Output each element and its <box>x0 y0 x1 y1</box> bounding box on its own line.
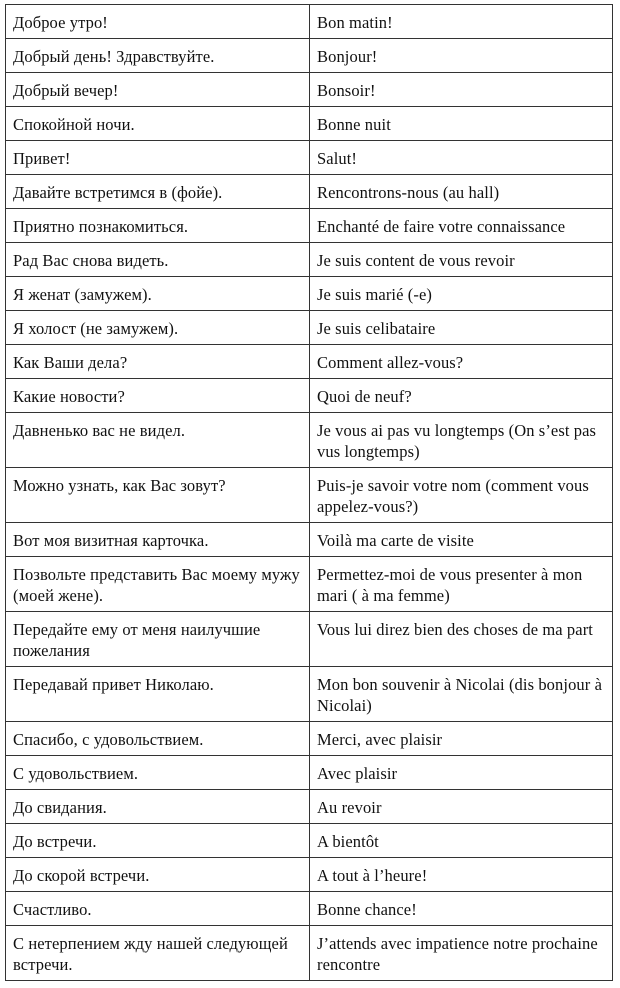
french-phrase: A tout à l’heure! <box>310 858 613 892</box>
russian-phrase: Добрый день! Здравствуйте. <box>6 39 310 73</box>
table-row <box>6 523 613 557</box>
table-row <box>6 790 613 824</box>
french-phrase: Mon bon souvenir à Nicolai (dis bonjour à Nicolai) <box>310 667 613 722</box>
table-row <box>6 756 613 790</box>
russian-phrase: Спасибо, с удовольствием. <box>6 722 310 756</box>
russian-phrase: До встречи. <box>6 824 310 858</box>
table-row <box>6 722 613 756</box>
russian-phrase: Давненько вас не видел. <box>6 413 310 468</box>
table-row <box>6 413 613 468</box>
french-phrase: A bientôt <box>310 824 613 858</box>
table-row <box>6 73 613 107</box>
table-row <box>6 468 613 523</box>
french-phrase: Je vous ai pas vu longtemps (On s’est pas vus longtemps) <box>310 413 613 468</box>
table-row <box>6 612 613 667</box>
french-phrase: Je suis marié (-e) <box>310 277 613 311</box>
french-phrase: Permettez-moi de vous presenter à mon mari ( à ma femme) <box>310 557 613 612</box>
russian-phrase: Доброе утро! <box>6 5 310 39</box>
french-phrase: Bon matin! <box>310 5 613 39</box>
table-row <box>6 379 613 413</box>
french-phrase: Salut! <box>310 141 613 175</box>
french-phrase: Voilà ma carte de visite <box>310 523 613 557</box>
table-row <box>6 858 613 892</box>
french-phrase: Merci, avec plaisir <box>310 722 613 756</box>
french-phrase: Bonne nuit <box>310 107 613 141</box>
french-phrase: Bonne chance! <box>310 892 613 926</box>
phrase-table <box>5 4 613 981</box>
table-row <box>6 824 613 858</box>
french-phrase: Rencontrons-nous (au hall) <box>310 175 613 209</box>
table-row <box>6 926 613 981</box>
french-phrase: Comment allez-vous? <box>310 345 613 379</box>
table-row <box>6 277 613 311</box>
russian-phrase: С нетерпением жду нашей следующей встречи. <box>6 926 310 981</box>
table-row <box>6 141 613 175</box>
french-phrase: Puis-je savoir votre nom (comment vous appelez-vous?) <box>310 468 613 523</box>
table-row <box>6 557 613 612</box>
french-phrase: Bonjour! <box>310 39 613 73</box>
russian-phrase: Рад Вас снова видеть. <box>6 243 310 277</box>
table-row <box>6 39 613 73</box>
russian-phrase: Спокойной ночи. <box>6 107 310 141</box>
russian-phrase: Передавай привет Николаю. <box>6 667 310 722</box>
table-row <box>6 892 613 926</box>
table-row <box>6 345 613 379</box>
french-phrase: Quoi de neuf? <box>310 379 613 413</box>
russian-phrase: Можно узнать, как Вас зовут? <box>6 468 310 523</box>
french-phrase: Enchanté de faire votre connaissance <box>310 209 613 243</box>
table-row <box>6 243 613 277</box>
russian-phrase: Счастливо. <box>6 892 310 926</box>
table-row <box>6 5 613 39</box>
table-row <box>6 667 613 722</box>
russian-phrase: Давайте встретимся в (фойе). <box>6 175 310 209</box>
french-phrase: J’attends avec impatience notre prochaine rencontre <box>310 926 613 981</box>
french-phrase: Je suis content de vous revoir <box>310 243 613 277</box>
russian-phrase: Какие новости? <box>6 379 310 413</box>
russian-phrase: Я женат (замужем). <box>6 277 310 311</box>
russian-phrase: До скорой встречи. <box>6 858 310 892</box>
french-phrase: Avec plaisir <box>310 756 613 790</box>
russian-phrase: Вот моя визитная карточка. <box>6 523 310 557</box>
table-row <box>6 311 613 345</box>
table-row <box>6 107 613 141</box>
french-phrase: Vous lui direz bien des choses de ma part <box>310 612 613 667</box>
russian-phrase: Добрый вечер! <box>6 73 310 107</box>
russian-phrase: Я холост (не замужем). <box>6 311 310 345</box>
russian-phrase: Привет! <box>6 141 310 175</box>
russian-phrase: С удовольствием. <box>6 756 310 790</box>
french-phrase: Bonsoir! <box>310 73 613 107</box>
french-phrase: Au revoir <box>310 790 613 824</box>
table-row <box>6 209 613 243</box>
russian-phrase: Передайте ему от меня наилучшие пожелания <box>6 612 310 667</box>
table-row <box>6 175 613 209</box>
russian-phrase: Приятно познакомиться. <box>6 209 310 243</box>
russian-phrase: Позвольте представить Вас моему мужу (моей жене). <box>6 557 310 612</box>
french-phrase: Je suis celibataire <box>310 311 613 345</box>
russian-phrase: До свидания. <box>6 790 310 824</box>
russian-phrase: Как Ваши дела? <box>6 345 310 379</box>
